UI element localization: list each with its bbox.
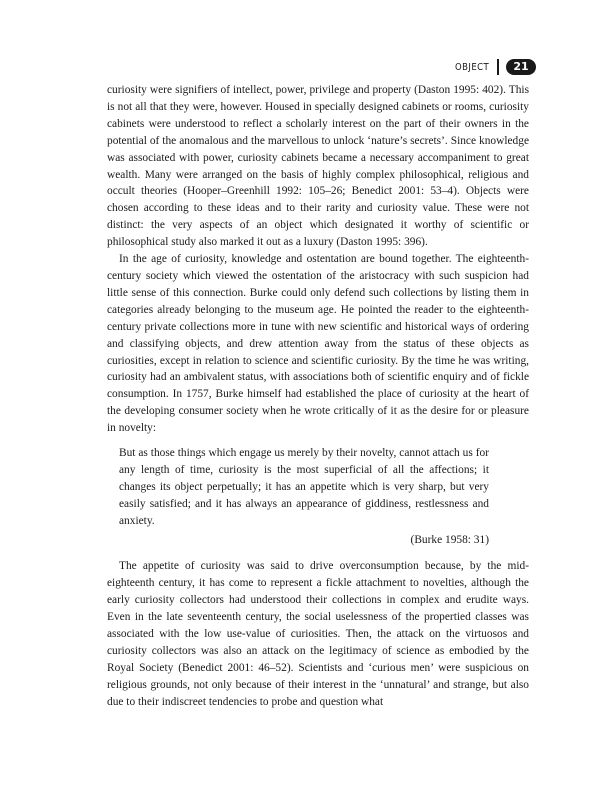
running-head — [449, 58, 536, 76]
quote-text: But as those things which engage us merely by their novelty, cannot attach us for any length of time, curiosity is the most superficial of all the affections; it changes its object perpetually; it has an appetite which is very sharp, but very easily satisfied; and it has always an appearance of giddiness, restlessness and anxiety. — [119, 447, 489, 527]
quote-citation: (Burke 1958: 31) — [410, 533, 489, 546]
paragraph-continued: curiosity were signifiers of intellect, power, privilege and property (Daston 1995: 402). This is not all that they were, however. Housed in specially designed cabinets or rooms, curiosity cabinets were understood to reflect a scholarly interest on the part of their owners in the potential of the anomalous and the marvellous to unlock ‘nature’s secrets’. Since knowledge was associated with power, curiosity cabinets became a necessary accompaniment to great wealth. Many were arranged on the basis of highly complex philosophical, religious and occult theories (Hooper–Greenhill 1992: 105–26; Benedict 2001: 53–4). Objects were chosen according to these ideas and to their rarity and curiosity value. These were not distinct: the very aspects of an object which designated it worthy of scientific or philosophical study also marked it out as a luxury (Daston 1995: 396). — [107, 84, 529, 249]
body-text — [107, 82, 529, 711]
page-number-badge: 21 — [506, 59, 536, 75]
header-divider — [497, 59, 499, 75]
paragraph-age-of-curiosity: In the age of curiosity, knowledge and ostentation are bound together. The eighteenth-century society which viewed the ostentation of the aristocracy with such suspicion had little sense of this connection. Burke could only defend such collections by listing them in categories already belonging to the museum age. He pointed the reader to the eighteenth-century private collections more in tune with new scientific and historical ways of ordering and classifying objects, and drew attention away from the status of these objects as curiosities, except in relation to science and scientific curiosity. By the time he was writing, curiosity had an ambivalent status, with associations both of scientific enquiry and of fickle consumption. In 1757, Burke himself had established the place of curiosity at the heart of the developing consumer society when he wrote critically of it as the desire for or pleasure in novelty: — [107, 253, 529, 435]
block-quote — [119, 445, 489, 548]
paragraph-appetite-of-curiosity: The appetite of curiosity was said to drive overconsumption because, by the mid-eighteenth century, it has come to represent a fickle attachment to novelties, although the early curiosity collectors had understood their collections in complex and erudite ways. Even in the late seventeenth century, the social uselessness of the propertied classes was associated with the low use-value of curiosities. Then, the attack on the virtuosos and curiosity collectors was also an attack on the legitimacy of science as embodied by the Royal Society (Benedict 2001: 46–52). Scientists and ‘curious men’ were suspicious on religious grounds, not only because of their interest in the ‘unnatural’ and strange, but also due to their indiscreet tendencies to probe and question what — [107, 560, 529, 708]
section-title: OBJECT — [454, 61, 489, 73]
